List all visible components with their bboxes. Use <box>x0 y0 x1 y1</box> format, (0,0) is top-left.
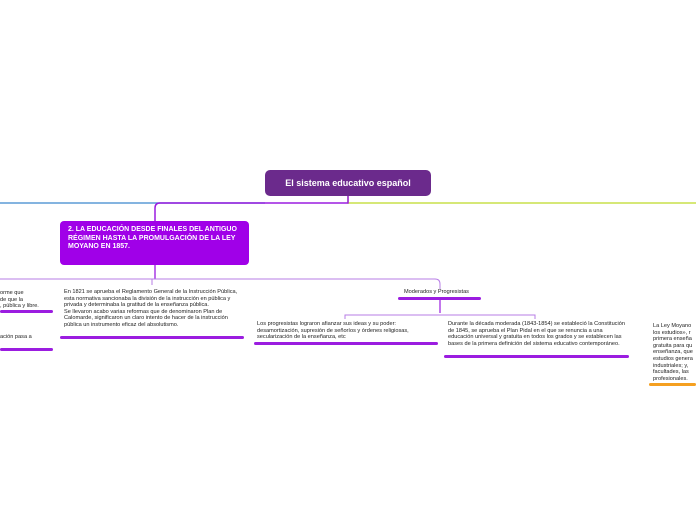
branch-central-to-main <box>155 196 348 221</box>
central-topic[interactable] <box>265 170 431 196</box>
progresistas-text[interactable]: Los progresistas lograron afianzar sus ideas y su poder: desamortización, supresión de señoríos y órdenes religiosas, secularización de la enseñanza, etc <box>257 321 409 341</box>
left-node-text-1: orme que de que la , pública y libre. <box>0 290 39 310</box>
reglamento-underline <box>60 336 244 339</box>
main-topic-label: 2. LA EDUCACIÓN DESDE FINALES DEL ANTIGUO RÉGIMEN HASTA LA PROMULGACIÓN DE LA LEY MOYANO EN 1857. <box>68 226 237 250</box>
plan-pidal-underline <box>444 355 629 358</box>
left-node-underline-2 <box>0 348 53 351</box>
plan-pidal-text[interactable]: Durante la década moderada (1843-1854) se estableció la Constitución de 1845, se aprueba el Plan Pidal en el que se renuncia a una educación universal y gratuita en todos los grados y se establecen las bases de la primera definición del sistema educativo contemporáneo. <box>448 321 625 347</box>
moderados-label[interactable]: Moderados y Progresistas <box>404 289 469 295</box>
branch-moderados-bar <box>345 315 535 319</box>
reglamento-text[interactable]: En 1821 se aprueba el Reglamento General de la Instrucción Pública, esta normativa sancionaba la división de la instrucción en pública y privada y determinaba la gratitud de la enseñanza pública. Se llevaron acabo varias reformas que de denominaron Plan de Calomarde, significaron un claro intento de hacer de la instrucción pública un instrumento eficaz del absolutismo. <box>64 289 238 328</box>
main-topic[interactable] <box>60 221 249 265</box>
progresistas-underline <box>254 342 438 345</box>
moderados-underline <box>398 297 481 300</box>
left-node-text-2: ación pasa a <box>0 334 32 340</box>
branch-green <box>348 196 696 203</box>
left-node-underline-1 <box>0 310 53 313</box>
central-topic-label: El sistema educativo español <box>285 178 411 188</box>
ley-moyano-underline <box>649 383 696 386</box>
ley-moyano-text[interactable]: La Ley Moyano los estudios», r primera enseña gratuita para qu enseñanza, que estudios genera industriales; y, facultades, las profesionales. <box>653 323 693 382</box>
branch-children-bar <box>0 279 440 289</box>
